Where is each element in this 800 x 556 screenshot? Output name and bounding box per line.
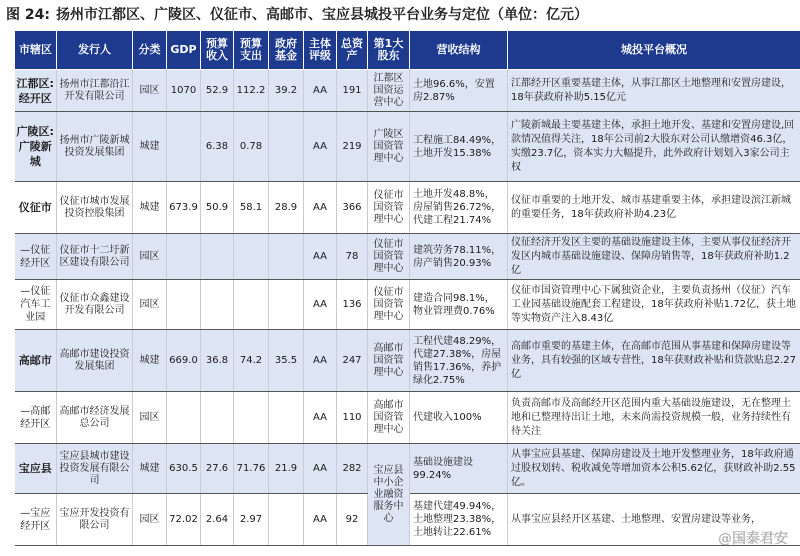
table-row	[15, 444, 800, 494]
col-header: 发行人	[57, 31, 133, 70]
budget-out-cell: 71.76	[234, 444, 269, 494]
assets-cell: 247	[337, 330, 368, 392]
fund-cell	[269, 112, 304, 182]
budget-in-cell	[201, 392, 234, 444]
gdp-cell: 630.5	[167, 444, 201, 494]
budget-in-cell: 27.6	[201, 444, 234, 494]
col-header: 预算收入	[201, 31, 234, 70]
region-cell: 江都区:经开区	[15, 70, 57, 112]
holder-cell: 仪征市国资管理中心	[368, 182, 410, 234]
type-cell: 城建	[133, 444, 167, 494]
assets-cell: 136	[337, 280, 368, 330]
holder-cell: 仪征市国资管理中心	[368, 234, 410, 280]
revenue-cell: 基础设施建设99.24%	[410, 444, 508, 494]
region-cell: —仪征经开区	[15, 234, 57, 280]
rating-cell: AA	[304, 234, 337, 280]
col-header: 城投平台概况	[508, 31, 800, 70]
assets-cell: 92	[337, 494, 368, 546]
rating-cell: AA	[304, 444, 337, 494]
overview-cell: 江都经开区重要基建主体，从事江都区土地整理和安置房建设，18年获政府补助5.15亿元	[508, 70, 800, 112]
table-row	[15, 70, 800, 112]
assets-cell: 110	[337, 392, 368, 444]
issuer-cell: 扬州市广陵新城投资发展集团	[57, 112, 133, 182]
table-row	[15, 280, 800, 330]
budget-in-cell	[201, 234, 234, 280]
issuer-cell: 高邮市经济发展总公司	[57, 392, 133, 444]
type-cell: 城建	[133, 182, 167, 234]
col-header: GDP	[167, 31, 201, 70]
overview-cell: 广陵新城最主要基建主体，承担土地开发、基建和安置房建设,回款情况值得关注，18年公司前2大股东对公司认缴增资46.3亿，实缴23.7亿，资本实力大幅提升，此外政府计划划入3家公司主权	[508, 112, 800, 182]
budget-in-cell	[201, 280, 234, 330]
holder-cell: 高邮市国资管理中心	[368, 330, 410, 392]
overview-cell: 仪征市重要的土地开发、城市基建重要主体，承担建设滨江新城的重要任务，18年获政府补助4.23亿	[508, 182, 800, 234]
rating-cell: AA	[304, 112, 337, 182]
holder-cell: 高邮市国资管理中心	[368, 392, 410, 444]
region-cell: —高邮经开区	[15, 392, 57, 444]
overview-cell: 高邮市重要的基建主体，在高邮市范围从事基建和保障房建设等业务，具有较强的区域专营性，18年获财政补贴和贷款贴息2.27亿	[508, 330, 800, 392]
rating-cell: AA	[304, 392, 337, 444]
region-cell: 广陵区:广陵新城	[15, 112, 57, 182]
col-header: 市辖区	[15, 31, 57, 70]
issuer-cell: 宝应县城市建设投资发展有限公司	[57, 444, 133, 494]
col-header: 总资产	[337, 31, 368, 70]
budget-in-cell: 52.9	[201, 70, 234, 112]
rating-cell: AA	[304, 494, 337, 546]
revenue-cell: 代建收入100%	[410, 392, 508, 444]
type-cell: 园区	[133, 392, 167, 444]
col-header: 主体评级	[304, 31, 337, 70]
assets-cell: 219	[337, 112, 368, 182]
assets-cell: 78	[337, 234, 368, 280]
holder-cell: 江都区国资运营中心	[368, 70, 410, 112]
budget-out-cell: 112.2	[234, 70, 269, 112]
budget-out-cell	[234, 392, 269, 444]
table-row	[15, 112, 800, 182]
region-cell: 宝应县	[15, 444, 57, 494]
gdp-cell: 673.9	[167, 182, 201, 234]
fund-cell: 39.2	[269, 70, 304, 112]
fund-cell: 35.5	[269, 330, 304, 392]
rating-cell: AA	[304, 280, 337, 330]
col-header: 政府基金	[269, 31, 304, 70]
overview-cell: 仪征经济开发区主要的基础设施建设主体，主要从事仪征经济开发区内城市基础设施建设、保障房销售等，18年获政府补助1.2亿	[508, 234, 800, 280]
region-cell: —宝应经开区	[15, 494, 57, 546]
budget-out-cell: 58.1	[234, 182, 269, 234]
gdp-cell	[167, 392, 201, 444]
type-cell: 园区	[133, 280, 167, 330]
revenue-cell: 基建代建49.94%，土地整理23.38%，土地转让22.61%	[410, 494, 508, 546]
col-header: 预算支出	[234, 31, 269, 70]
fund-cell	[269, 280, 304, 330]
gdp-cell	[167, 112, 201, 182]
issuer-cell: 宝应开发投资有限公司	[57, 494, 133, 546]
region-cell: 高邮市	[15, 330, 57, 392]
overview-cell: 负责高邮市及高邮经开区范围内重大基础设施建设，无在整理土地和已整理待出让土地，未来尚需投资规模一般，业务持续性有待关注	[508, 392, 800, 444]
figure-number: 图 24:	[6, 7, 50, 23]
gdp-cell	[167, 280, 201, 330]
holder-cell: 宝应县中小企业融资服务中心	[368, 444, 410, 546]
assets-cell: 191	[337, 70, 368, 112]
rating-cell: AA	[304, 182, 337, 234]
table-row	[15, 234, 800, 280]
figure-caption: 扬州市江都区、广陵区、仪征市、高邮市、宝应县城投平台业务与定位（单位：亿元）	[55, 7, 588, 23]
issuer-cell: 仪征市城市发展投资控股集团	[57, 182, 133, 234]
region-cell: —仪征汽车工业园	[15, 280, 57, 330]
type-cell: 城建	[133, 330, 167, 392]
fund-cell: 28.9	[269, 182, 304, 234]
rating-cell: AA	[304, 70, 337, 112]
type-cell: 城建	[133, 112, 167, 182]
col-header: 第1大股东	[368, 31, 410, 70]
rating-cell: AA	[304, 330, 337, 392]
overview-cell: 从事宝应县基建、保障房建设及土地开发整理业务，18年政府通过股权划转、税收减免等增加资本公积5.62亿，获财政补助2.55亿。	[508, 444, 800, 494]
table-row	[15, 182, 800, 234]
gdp-cell: 72.02	[167, 494, 201, 546]
gdp-cell	[167, 234, 201, 280]
issuer-cell: 仪征市众鑫建设开发有限公司	[57, 280, 133, 330]
revenue-cell: 工程代建48.29%，代建27.38%，房屋销售17.36%，养护绿化2.75%	[410, 330, 508, 392]
revenue-cell: 建筑劳务78.11%，房产销售20.93%	[410, 234, 508, 280]
budget-in-cell: 50.9	[201, 182, 234, 234]
overview-cell: 从事宝应县经开区基建、土地整理、安置房建设等业务，	[508, 494, 800, 546]
budget-in-cell: 36.8	[201, 330, 234, 392]
fund-cell	[269, 494, 304, 546]
holder-cell: 仪征市国资管理中心	[368, 280, 410, 330]
col-header: 分类	[133, 31, 167, 70]
issuer-cell: 扬州市江都沿江开发有限公司	[57, 70, 133, 112]
revenue-cell: 土地开发48.8%，房屋销售26.72%，代建工程21.74%	[410, 182, 508, 234]
budget-out-cell	[234, 234, 269, 280]
budget-out-cell: 74.2	[234, 330, 269, 392]
assets-cell: 366	[337, 182, 368, 234]
type-cell: 园区	[133, 494, 167, 546]
col-header: 营收结构	[410, 31, 508, 70]
budget-out-cell	[234, 280, 269, 330]
assets-cell: 282	[337, 444, 368, 494]
figure-title	[6, 3, 588, 27]
type-cell: 园区	[133, 234, 167, 280]
type-cell: 园区	[133, 70, 167, 112]
table-row	[15, 330, 800, 392]
revenue-cell: 工程施工84.49%，土地开发15.38%	[410, 112, 508, 182]
revenue-cell: 土地96.6%，安置房2.87%	[410, 70, 508, 112]
budget-in-cell: 2.64	[201, 494, 234, 546]
region-cell: 仪征市	[15, 182, 57, 234]
fund-cell	[269, 234, 304, 280]
holder-cell: 广陵区国资管理中心	[368, 112, 410, 182]
issuer-cell: 高邮市建设投资发展集团	[57, 330, 133, 392]
gdp-cell: 669.0	[167, 330, 201, 392]
overview-cell: 仪征市国资管理中心下属独资企业，主要负责扬州（仪征）汽车工业园基础设施配套工程建设，18年获政府补贴1.72亿，获土地等实物资产注入8.43亿	[508, 280, 800, 330]
budget-out-cell: 0.78	[234, 112, 269, 182]
gdp-cell: 1070	[167, 70, 201, 112]
watermark: @国泰君安	[718, 531, 788, 547]
fund-cell	[269, 392, 304, 444]
budget-in-cell: 6.38	[201, 112, 234, 182]
header-row	[15, 31, 800, 70]
budget-out-cell: 2.97	[234, 494, 269, 546]
table-row	[15, 392, 800, 444]
fund-cell: 21.9	[269, 444, 304, 494]
platform-table	[14, 30, 800, 546]
issuer-cell: 仪征市十二圩新区建设有限公司	[57, 234, 133, 280]
revenue-cell: 建造合同98.1%，物业管理费0.76%	[410, 280, 508, 330]
